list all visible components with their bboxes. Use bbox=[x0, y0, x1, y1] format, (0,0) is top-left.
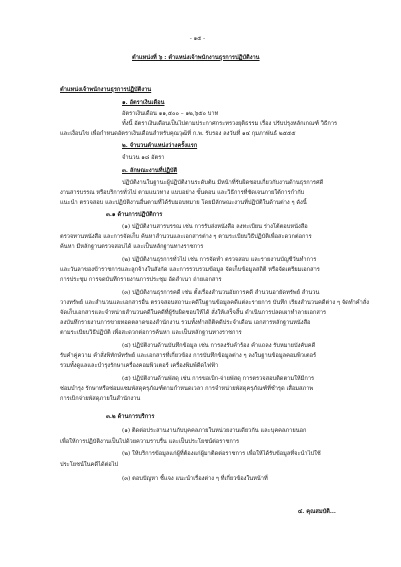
position-title: ตำแหน่งเจ้าพนักงานธุรการปฏิบัติงาน bbox=[60, 87, 152, 93]
section1-title: ๑. อัตราเงินเดือน bbox=[122, 100, 165, 106]
subsection-3-1-line: รับคำคู่ความ คำสั่งพิทักษ์ทรัพย์ และเอกสารที่เกี่ยวข้อง การบันทึกข้อมูลต่าง ๆ ลงในฐานข้อมูลคอมพิวเตอร์ bbox=[60, 353, 317, 359]
subsection-3-1-line: การประชุม การจดบันทึกรายงานการประชุม อัดสำเนา ถ่ายเอกสาร bbox=[60, 277, 222, 283]
subsection-3-2-line: ประโยชน์ในคดีได้ต่อไป bbox=[60, 462, 119, 468]
next-section-footer: ๔. คุณสมบัติ... bbox=[298, 509, 336, 515]
subsection-3-2-title: ๓.๒ ด้านการบริการ bbox=[106, 414, 155, 420]
subsection-3-2-line: (๒) ให้บริการข้อมูลแก่ผู้ที่ต้องแก่ผู้มาติดต่อราชการ เพื่อให้ได้รับข้อมูลที่จะนำไปใช้ bbox=[122, 451, 321, 457]
subsection-3-1-line: (๕) ปฏิบัติงานด้านพัสดุ เช่น การขอเบิก-จ่ายพัสดุ การตรวจสอบติดตามให้มีการ bbox=[122, 376, 315, 382]
subsection-3-1-line: การเบิกจ่ายพัสดุภายในสำนักงาน bbox=[60, 396, 141, 402]
subsection-3-1-line: และวันลาของข้าราชการและลูกจ้างในสังกัด และการรวบรวมข้อมูล จัดเก็บข้อมูลสถิติ หรือจัดเตรียมเอกสาร bbox=[60, 267, 320, 273]
subsection-3-1-line: (๔) ปฏิบัติงานด้านบันทึกข้อมูล เช่น การลงรับคำร้อง คำแถลง รับหมายบังคับคดี bbox=[122, 343, 316, 349]
subsection-3-1-line: ตรวจทานหนังสือ และการจัดเก็บ ค้นหาสำนวนและเอกสารต่าง ๆ ตามระเบียบวิธีปฏิบัติเพื่อสะดวกต่อการ bbox=[60, 234, 312, 240]
subsection-3-1-line: ซ่อมบำรุง รักษาหรือซ่อมแซมพัสดุครุภัณฑ์ตามกำหนดเวลา การจำหน่ายพัสดุครุภัณฑ์ที่ชำรุด เสื่อมสภาพ bbox=[60, 386, 314, 392]
section3-title: ๓. ลักษณะงานที่ปฏิบัติ bbox=[122, 168, 178, 174]
subsection-3-1-title: ๓.๑ ด้านการปฏิบัติการ bbox=[106, 212, 163, 218]
subsection-3-1-line: ตามระเบียบวิธีปฏิบัติ เพื่อสะดวกต่อการค้นหา และเป็นหลักฐานทางราชการ bbox=[60, 330, 242, 336]
subsection-3-2-line: (๑) ติดต่อประสานงานกับบุคคลภายในหน่วยงานเดียวกัน และบุคคลภายนอก bbox=[122, 428, 307, 434]
subsection-3-1-line: จัดเก็บเอกสารและจำหน่ายสำนวนคดีในคดีที่ผู้รับผิดชอบให้ได้ สั่งให้เสร็จสิ้น ดำเนินการปลดเผาทำลายเอกสาร bbox=[60, 310, 327, 316]
subsection-3-1-line: ค้นหา มีหลักฐานตรวจสอบได้ และเป็นหลักฐานทางราชการ bbox=[60, 244, 204, 250]
subsection-3-1-line: วางทรัพย์ และสำนวนและเอกสารอื่น ตรวจสอบสถานะคดีในฐานข้อมูลคดีแต่ละรายการ บันทึก เรียงสำนวนคดีต่าง ๆ จัดทำคำสั่ง bbox=[60, 300, 370, 306]
subsection-3-1-line: (๒) ปฏิบัติงานธุรการทั่วไป เช่น การจัดทำ ตรวจสอบ และรายงานบัญชีวันทำการ bbox=[122, 257, 317, 263]
subsection-3-1-line: (๓) ปฏิบัติงานธุรการคดี เช่น ตั้งเรื่องสำนวนอัยการคดี สำนวนอายัดทรัพย์ สำนวน bbox=[122, 290, 320, 296]
section2-line: จำนวน ๑๘ อัตรา bbox=[122, 155, 165, 161]
section3-intro-line: งานสารบรรณ หรือบริการทั่วไป ตามแนวทาง แบบอย่าง ขั้นตอน และวิธีการที่ชัดเจนภายใต้การกำกับ bbox=[60, 190, 305, 196]
section1-line: ทั้งนี้ อัตราเงินเดือนเป็นไปตามประกาศกระทรวงยุติธรรม เรื่อง ปรับปรุงหลักเกณฑ์ วิธีการ bbox=[122, 121, 338, 127]
subsection-3-1-line: ลงบันทึกรายงานการขายทอดตลาดของสำนักงาน รวมทั้งทำสถิติคดีประจำเดือน เอกสารหลักฐานหนังสือ bbox=[60, 320, 311, 326]
subsection-3-2-line: (๓) ตอบปัญหา ชี้แจง แนะนำเรื่องต่าง ๆ ที่เกี่ยวข้องในหน้าที่ bbox=[122, 476, 268, 482]
section1-line: และเงื่อนไข เพื่อกำหนดอัตราเงินเดือนสำหรับคุณวุฒิที่ ก.พ. รับรอง ลงวันที่ ๑๔ กุมภาพันธ์ ๒๕๕๕ bbox=[60, 131, 296, 137]
section1-line: อัตราเงินเดือน ๑๑,๕๐๐ – ๑๒,๖๕๐ บาท bbox=[122, 111, 219, 117]
page-number: - ๑๕ - bbox=[189, 36, 206, 42]
section2-title: ๒. จำนวนตำแหน่งว่างครั้งแรก bbox=[122, 143, 198, 149]
section3-intro-line: ปฏิบัติงานในฐานะผู้ปฏิบัติงานระดับต้น มีหน้าที่รับผิดชอบเกี่ยวกับงานด้านธุรการศดี bbox=[122, 180, 324, 186]
page-heading: ตำแหน่งที่ ๖ : ตำแหน่งเจ้าพนักงานธุรการปฏิบัติงาน bbox=[132, 55, 260, 61]
subsection-3-2-line: เพื่อให้การปฏิบัติงานเป็นไปด้วยความราบรื่น และเป็นประโยชน์ต่อราชการ bbox=[60, 439, 240, 445]
subsection-3-1-line: (๑) ปฏิบัติงานสารบรรณ เช่น การรับส่งหนังสือ ลงทะเบียน ร่างโต้ตอบหนังสือ bbox=[122, 224, 308, 230]
section3-intro-line: แนะนำ ตรวจสอบ และปฏิบัติงานอื่นตามที่ได้รับมอบหมาย โดยมีลักษณะงานที่ปฏิบัติในด้านต่าง ๆ ดังนี้ bbox=[60, 200, 307, 206]
subsection-3-1-line: รวมทั้งดูแลและบำรุงรักษาเครื่องคอมพิวเตอร์ เครื่องพิมพ์ดีดไฟฟ้า bbox=[60, 363, 219, 369]
